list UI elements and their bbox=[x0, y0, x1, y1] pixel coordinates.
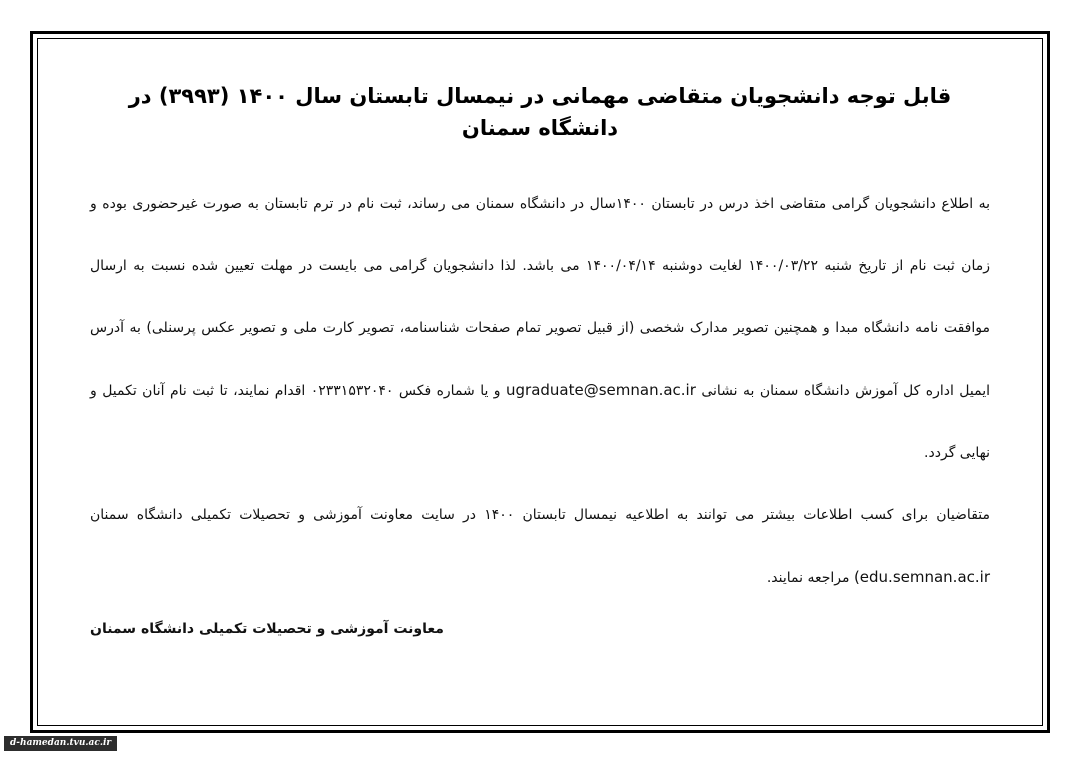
email-address: ugraduate@semnan.ac.ir bbox=[506, 381, 696, 399]
more-info-paragraph bbox=[90, 484, 990, 609]
site-watermark: d-hamedan.tvu.ac.ir bbox=[4, 736, 117, 751]
signature-line: معاونت آموزشی و تحصیلات تکمیلی دانشگاه سمنان bbox=[90, 621, 444, 637]
announcement-content bbox=[90, 70, 990, 643]
more-info-text-end: مراجعه نمایند. bbox=[766, 570, 850, 586]
registration-text-end: و یا شماره فکس ۰۲۳۳۱۵۳۲۰۴۰ اقدام نمایند، تا ثبت نام آنان تکمیل و نهایی گردد. bbox=[90, 383, 990, 461]
registration-paragraph bbox=[90, 173, 990, 484]
announcement-title: قابل توجه دانشجویان متقاضی مهمانی در نیمسال تابستان سال ۱۴۰۰ (۳۹۹۳) در دانشگاه سمنان bbox=[128, 84, 952, 140]
website-address: (edu.semnan.ac.ir bbox=[853, 568, 990, 586]
registration-text-start: به اطلاع دانشجویان گرامی متقاضی اخذ درس در تابستان ۱۴۰۰سال در دانشگاه سمنان می رساند، ثبت نام در ترم تابستان به صورت غیرحضوری بوده و زمان ثبت نام از تاریخ شنبه ۱۴۰۰/۰۳/۲۲ لغایت دوشنبه ۱۴۰۰/۰۴/۱۴ می باشد. لذا دانشجویان گرامی می بایست در مهلت تعیین شده نسبت به ارسال موافقت نامه دانشگاه مبدا و همچنین تصویر مدارک شخصی (از قبیل تصویر تمام صفحات شناسنامه، تصویر کارت ملی و تصویر عکس پرسنلی) به آدرس ایمیل اداره کل آموزش دانشگاه سمنان به نشانی bbox=[90, 196, 990, 399]
more-info-text-start: متقاضیان برای کسب اطلاعات بیشتر می توانند به اطلاعیه نیمسال تابستان ۱۴۰۰ در سایت معاونت آموزشی و تحصیلات تکمیلی دانشگاه سمنان bbox=[90, 507, 991, 523]
